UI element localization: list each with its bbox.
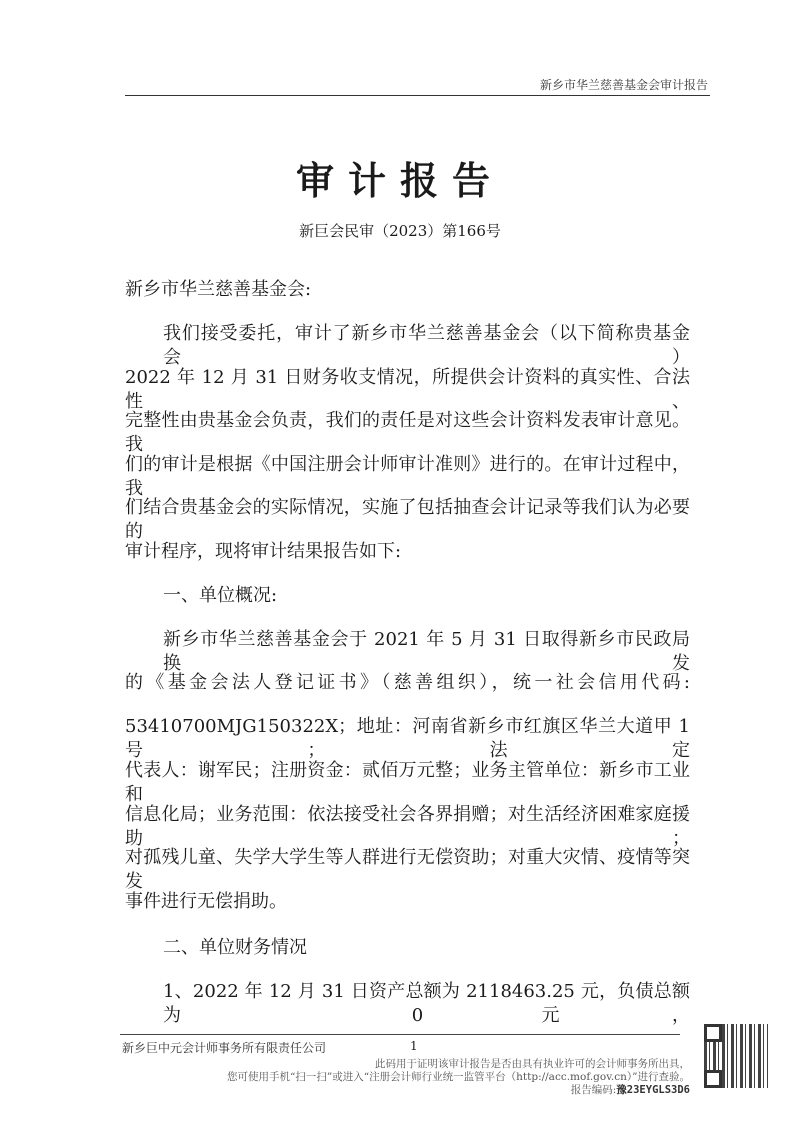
running-header: 新乡市华兰慈善基金会审计报告: [539, 78, 708, 92]
section-heading: 一、单位概况:: [163, 585, 278, 606]
section-heading: 二、单位财务情况: [163, 937, 307, 958]
report-code: 豫23EYGLS3D6: [616, 1084, 690, 1096]
body-line: 我们接受委托，审计了新乡市华兰慈善基金会（以下简称贵基金会）: [163, 323, 690, 368]
body-line: 53410700MJG150322X；地址：河南省新乡市红旗区华兰大道甲 1 号；法定: [125, 716, 690, 761]
verify-note-line1: 此码用于证明该审计报告是否由具有执业许可的会计师事务所出具，: [375, 1058, 690, 1070]
body-line: 事件进行无偿捐助。: [125, 891, 287, 912]
verify-note-line2: 您可使用手机“扫一扫”或进入“注册会计师行业统一监管平台（http://acc.mof.gov.cn）”进行查验。: [227, 1071, 690, 1083]
footer-rule: [120, 1034, 680, 1035]
body-line: 对孤残儿童、失学大学生等人群进行无偿资助；对重大灾情、疫情等突发: [125, 847, 690, 892]
body-line: 信息化局；业务范围：依法接受社会各界捐赠；对生活经济困难家庭援助；: [125, 804, 690, 849]
body-line: 代表人：谢军民；注册资金：贰佰万元整；业务主管单位：新乡市工业和: [125, 760, 690, 805]
salutation: 新乡市华兰慈善基金会:: [125, 279, 312, 300]
report-code-label: 报告编码:: [570, 1084, 617, 1096]
header-rule: [125, 95, 710, 96]
body-line: 1、2022 年 12 月 31 日资产总额为 2118463.25 元，负债总额为 0 元，: [163, 981, 690, 1026]
body-line: 们的审计是根据《中国注册会计师审计准则》进行的。在审计过程中，我: [125, 454, 690, 499]
firm-name: 新乡巨中元会计师事务所有限责任公司: [122, 1041, 327, 1055]
body-line: 的《基金会法人登记证书》（慈善组织），统一社会信用代码:: [125, 672, 690, 693]
page-title: 审计报告: [295, 159, 504, 203]
body-line: 完整性由贵基金会负责，我们的责任是对这些会计资料发表审计意见。我: [125, 410, 690, 455]
body-line: 2022 年 12 月 31 日财务收支情况，所提供会计资料的真实性、合法性、: [125, 367, 690, 412]
body-line: 新乡市华兰慈善基金会于 2021 年 5 月 31 日取得新乡市民政局换发: [163, 629, 690, 674]
body-line: 审计程序，现将审计结果报告如下:: [125, 541, 402, 562]
document-number: 新巨会民审（2023）第166号: [299, 222, 501, 240]
qr-code-icon[interactable]: [704, 1024, 768, 1088]
body-line: 们结合贵基金会的实际情况，实施了包括抽查会计记录等我们认为必要的: [125, 497, 690, 542]
page-number: 1: [410, 1039, 418, 1053]
report-code-row: [571, 1084, 690, 1097]
